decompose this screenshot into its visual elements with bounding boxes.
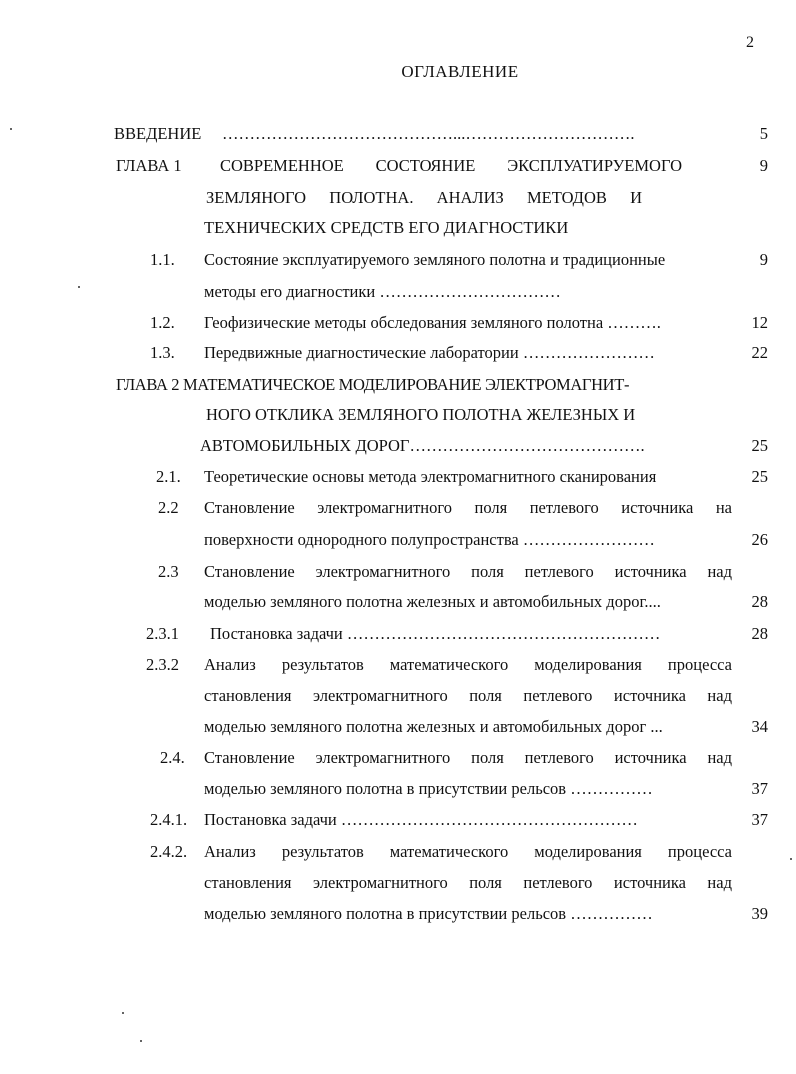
scan-speck [140,1040,142,1042]
toc-page-number: 28 [751,592,768,611]
chapter-title-line: НОГО ОТКЛИКА ЗЕМЛЯНОГО ПОЛОТНА ЖЕЛЕЗНЫХ И [206,405,636,424]
section-number: 2.3.2 [146,655,179,674]
section-title: Становление электромагнитного поля петлевого источника над [204,562,732,581]
scan-speck [122,1012,124,1014]
toc-page-number: 9 [759,250,768,269]
toc-page-number: 22 [751,343,768,362]
section-number: 2.1. [156,467,181,486]
toc-page-number: 9 [759,156,768,175]
section-title: Состояние эксплуатируемого земляного полотна и традиционные [204,250,666,269]
section-title: поверхности однородного полупространства …………………… [204,530,655,549]
chapter-title-line: АВТОМОБИЛЬНЫХ ДОРОГ……………………………………. [200,436,645,455]
chapter-title-line: ТЕХНИЧЕСКИХ СРЕДСТВ ЕГО ДИАГНОСТИКИ [204,218,569,237]
chapter-title-line: СОВРЕМЕННОЕ СОСТОЯНИЕ ЭКСПЛУАТИРУЕМОГО [220,156,682,175]
toc-page-number: 34 [751,717,768,736]
toc-page-number: 25 [751,436,768,455]
toc-page-number: 37 [751,779,768,798]
chapter-title-line: ГЛАВА 2 МАТЕМАТИЧЕСКОЕ МОДЕЛИРОВАНИЕ ЭЛЕКТРОМАГНИТ- [116,375,630,394]
section-title: методы его диагностики …………………………… [204,282,561,301]
section-title: моделью земляного полотна железных и автомобильных дорог ... [204,717,663,736]
section-title: становления электромагнитного поля петлевого источника над [204,873,732,892]
section-title: Анализ результатов математического моделирования процесса [204,842,732,861]
toc-page-number: 37 [751,810,768,829]
page-number: 2 [746,34,754,51]
section-number: 2.2 [158,498,179,517]
section-number: 2.3 [158,562,179,581]
section-number: 2.4.2. [150,842,188,861]
toc-page-number: 25 [751,467,768,486]
section-title: моделью земляного полотна железных и автомобильных дорог.... [204,592,661,611]
section-number: 2.4.1. [150,810,188,829]
section-title: Постановка задачи ……………………………………………… [204,810,638,829]
toc-page-number: 26 [751,530,768,549]
section-number: 1.3. [150,343,175,362]
toc-page-number: 28 [751,624,768,643]
section-title: Теоретические основы метода электромагнитного сканирования [204,467,657,486]
section-title: Становление электромагнитного поля петлевого источника над [204,748,732,767]
toc-page-number: 39 [751,904,768,923]
page-title: ОГЛАВЛЕНИЕ [401,62,519,81]
section-title: Постановка задачи ………………………………………………… [210,624,661,643]
section-title: Передвижные диагностические лаборатории …………………… [204,343,655,362]
section-title: моделью земляного полотна в присутствии рельсов …………… [204,779,653,798]
chapter-title-line: ЗЕМЛЯНОГО ПОЛОТНА. АНАЛИЗ МЕТОДОВ И [206,188,642,207]
toc-leader-dots: ……………………………………...…………………………. [222,124,635,143]
scan-speck [790,858,792,860]
toc-page-number: 5 [759,124,768,143]
section-number: 1.2. [150,313,175,332]
section-title: становления электромагнитного поля петлевого источника над [204,686,732,705]
scan-speck [78,286,80,288]
scan-speck [10,128,12,130]
section-number: 2.3.1 [146,624,179,643]
section-title: Становление электромагнитного поля петлевого источника на [204,498,732,517]
section-title: Анализ результатов математического моделирования процесса [204,655,732,674]
section-number: 1.1. [150,250,175,269]
section-title: моделью земляного полотна в присутствии рельсов …………… [204,904,653,923]
chapter-label: ГЛАВА 1 [116,156,182,175]
toc-entry-label: ВВЕДЕНИЕ [114,124,202,143]
toc-page-number: 12 [751,313,768,332]
section-title: Геофизические методы обследования земляного полотна ………. [204,313,661,332]
section-number: 2.4. [160,748,185,767]
